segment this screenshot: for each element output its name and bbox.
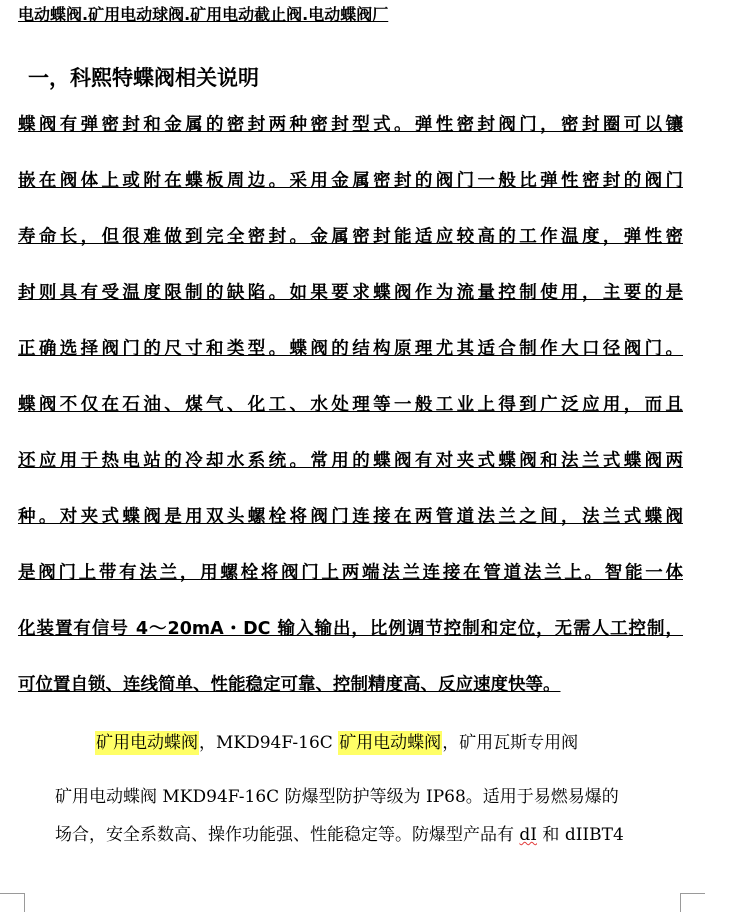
- page-corner-marker: [0, 893, 25, 912]
- section-heading: 一，科熙特蝶阀相关说明: [28, 66, 259, 90]
- header-links[interactable]: 电动蝶阀.矿用电动球阀.矿用电动截止阀.电动蝶阀厂: [18, 5, 389, 24]
- paragraph-line: 可位置自锁、连线简单、性能稳定可靠、控制精度高、反应速度快等。: [18, 675, 561, 695]
- paragraph-line: 化装置有信号 4～20mA・DC 输入输出，比例调节控制和定位，无需人工控制，: [18, 619, 683, 639]
- paragraph-line: 嵌在阀体上或附在蝶板周边。采用金属密封的阀门一般比弹性密封的阀门: [18, 171, 683, 191]
- paragraph-line: 是阀门上带有法兰，用螺栓将阀门上两端法兰连接在管道法兰上。智能一体: [18, 563, 683, 583]
- paragraph-line: 寿命长，但很难做到完全密封。金属密封能适应较高的工作温度，弹性密: [18, 227, 683, 247]
- paragraph-line: 封则具有受温度限制的缺陷。如果要求蝶阀作为流量控制使用，主要的是: [18, 283, 683, 303]
- body-text: 和 dIIBT4: [537, 825, 624, 845]
- body-line: [55, 820, 680, 845]
- paragraph-line: 种。对夹式蝶阀是用双头螺栓将阀门连接在两管道法兰之间，法兰式蝶阀: [18, 507, 683, 527]
- caption-text: ，矿用瓦斯专用阀: [442, 733, 579, 753]
- paragraph-line: 蝶阀有弹密封和金属的密封两种密封型式。弹性密封阀门，密封圈可以镶: [18, 115, 683, 135]
- caption-text: ，MKD94F-16C: [199, 733, 339, 753]
- page-corner-marker: [680, 893, 705, 912]
- paragraph-line: 正确选择阀门的尺寸和类型。蝶阀的结构原理尤其适合制作大口径阀门。: [18, 339, 683, 359]
- caption-highlight: 矿用电动蝶阀: [339, 733, 442, 753]
- image-caption: [95, 728, 578, 753]
- paragraph-line: 蝶阀不仅在石油、煤气、化工、水处理等一般工业上得到广泛应用，而且: [18, 395, 683, 415]
- caption-highlight: 矿用电动蝶阀: [96, 733, 198, 753]
- body-line: 矿用电动蝶阀 MKD94F-16C 防爆型防护等级为 IP68。适用于易燃易爆的: [55, 787, 619, 807]
- paragraph-line: 还应用于热电站的冷却水系统。常用的蝶阀有对夹式蝶阀和法兰式蝶阀两: [18, 451, 683, 471]
- body-text: 场合，安全系数高、操作功能强、性能稳定等。防爆型产品有: [55, 825, 520, 845]
- spellcheck-flag[interactable]: dI: [519, 825, 538, 845]
